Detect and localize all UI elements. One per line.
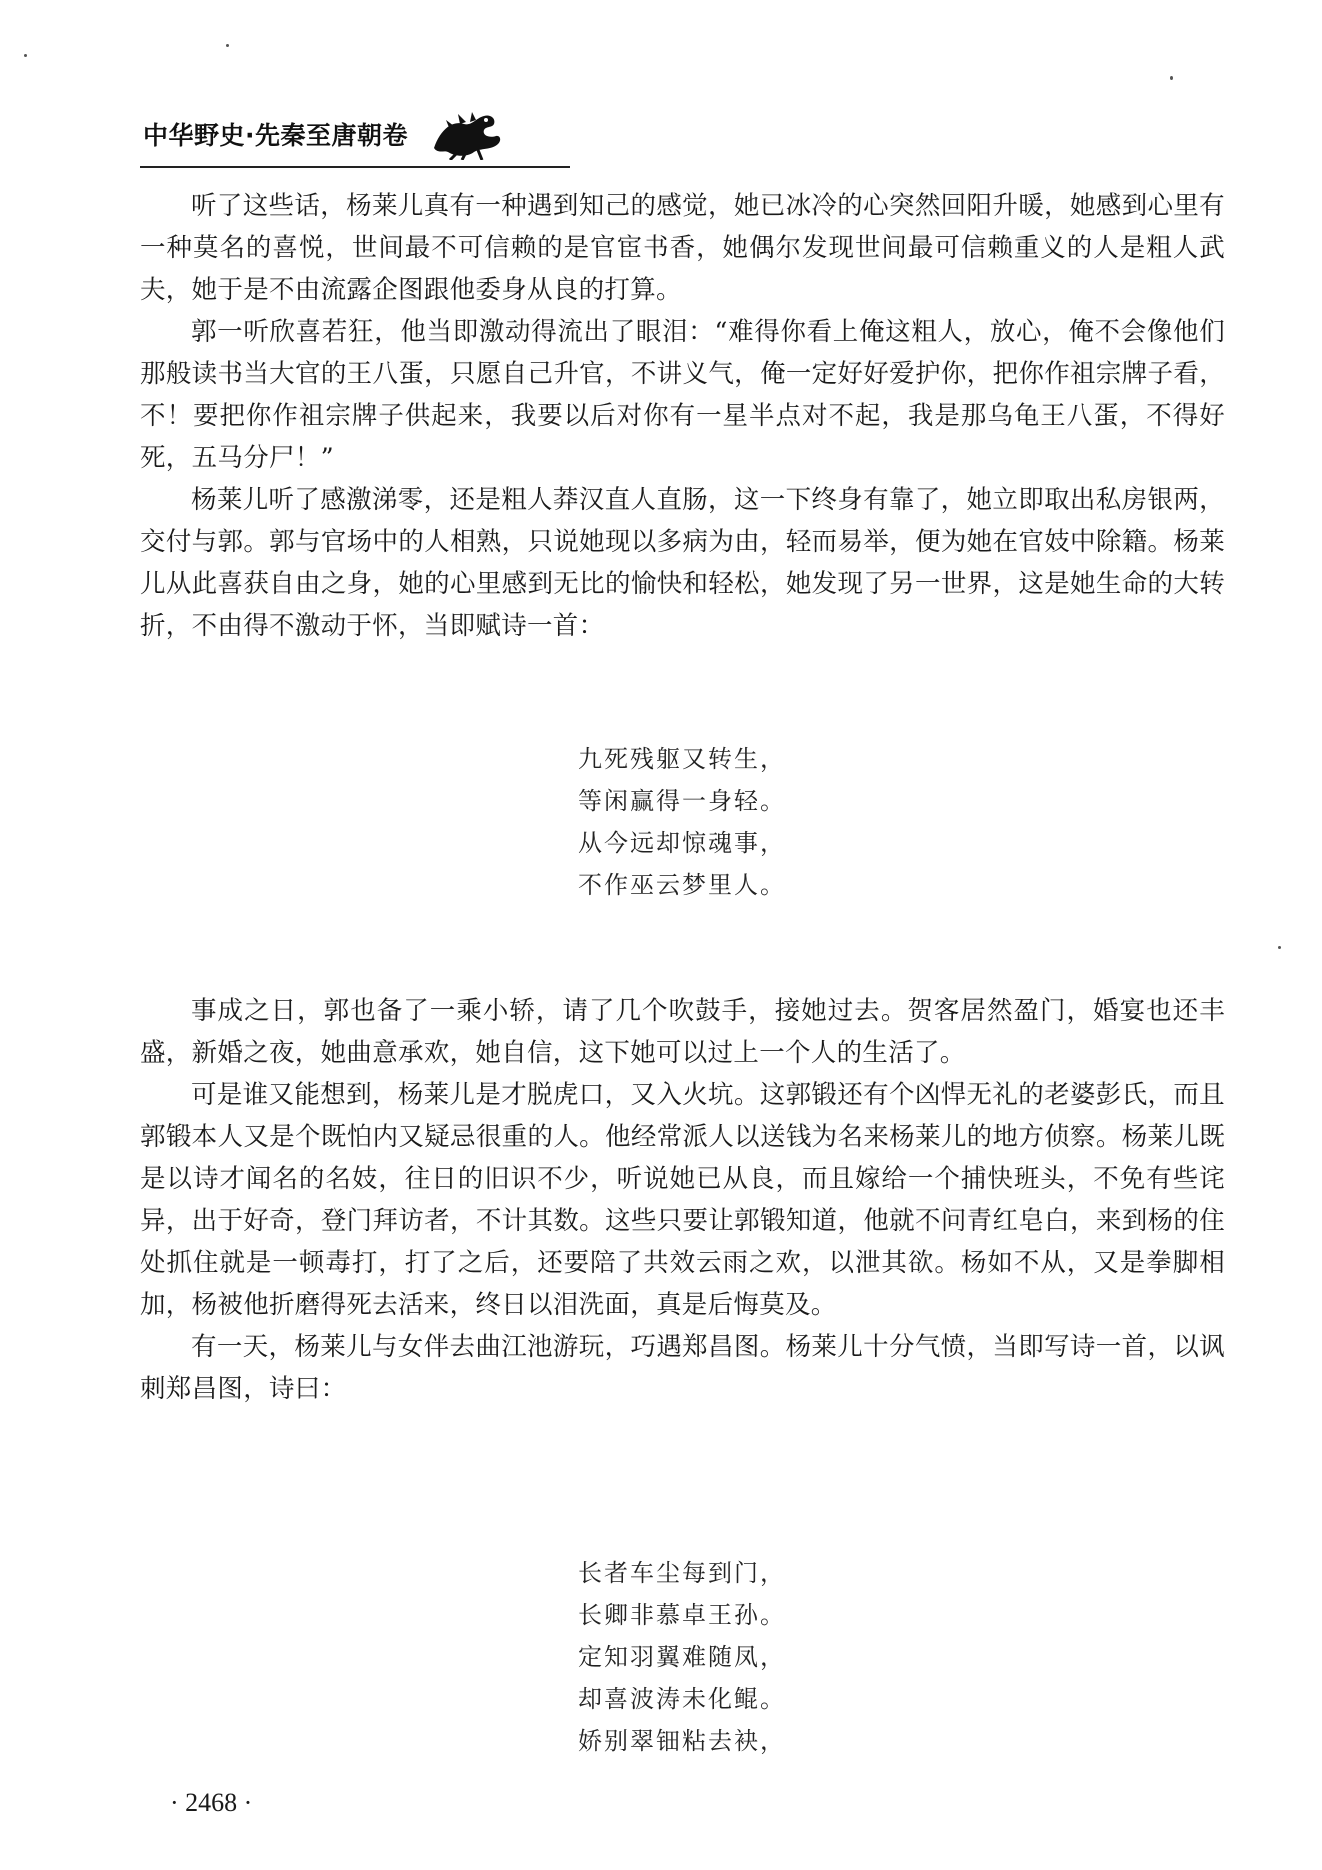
book-title: 中华野史·先秦至唐朝卷 xyxy=(143,121,408,150)
paragraph: 杨莱儿听了感激涕零，还是粗人莽汉直人直肠，这一下终身有靠了，她立即取出私房银两，交付与郭。郭与官场中的人相熟，只说她现以多病为由，轻而易举，便为她在官妓中除籍。杨莱儿从此喜获自由之身，她的心里感到无比的愉快和轻松，她发现了另一世界，这是她生命的大转折，不由得不激动于怀，当即赋诗一首： xyxy=(140,485,1225,641)
poem-2 xyxy=(578,1552,786,1762)
running-header xyxy=(143,108,506,160)
poem-line: 却喜波涛未化鲲。 xyxy=(578,1685,786,1713)
paragraph: 事成之日，郭也备了一乘小轿，请了几个吹鼓手，接她过去。贺客居然盈门，婚宴也还丰盛，新婚之夜，她曲意承欢，她自信，这下她可以过上一个人的生活了。 xyxy=(140,996,1225,1068)
poem-line: 九死残躯又转生， xyxy=(578,745,786,773)
poem-line: 等闲赢得一身轻。 xyxy=(578,787,786,815)
scan-speck xyxy=(1170,76,1173,80)
paragraph: 可是谁又能想到，杨莱儿是才脱虎口，又入火坑。这郭锻还有个凶悍无礼的老婆彭氏，而且郭锻本人又是个既怕内又疑忌很重的人。他经常派人以送钱为名来杨莱儿的地方侦察。杨莱儿既是以诗才闻名的名妓，往日的旧识不少，听说她已从良，而且嫁给一个捕快班头，不免有些诧异，出于好奇，登门拜访者，不计其数。这些只要让郭锻知道，他就不问青红皂白，来到杨的住处抓住就是一顿毒打，打了之后，还要陪了共效云雨之欢，以泄其欲。杨如不从，又是拳脚相加，杨被他折磨得死去活来，终日以泪洗面，真是后悔莫及。 xyxy=(140,1080,1225,1320)
poem-line: 长卿非慕卓王孙。 xyxy=(578,1601,786,1629)
text-block-2 xyxy=(140,990,1225,1410)
poem-line: 定知羽翼难随凤， xyxy=(578,1643,786,1671)
poem-line: 不作巫云梦里人。 xyxy=(578,871,786,899)
header-rule xyxy=(140,166,570,168)
poem-line: 从今远却惊魂事， xyxy=(578,829,786,857)
poem-1 xyxy=(578,738,786,906)
text-block-1 xyxy=(140,185,1225,647)
poem-line: 长者车尘每到门， xyxy=(578,1559,786,1587)
paragraph: 听了这些话，杨莱儿真有一种遇到知己的感觉，她已冰冷的心突然回阳升暖，她感到心里有一种莫名的喜悦，世间最不可信赖的是官宦书香，她偶尔发现世间最可信赖重义的人是粗人武夫，她于是不由流露企图跟他委身从良的打算。 xyxy=(140,191,1225,305)
dragon-icon xyxy=(426,108,506,160)
scan-speck xyxy=(24,54,27,57)
paragraph: 有一天，杨莱儿与女伴去曲江池游玩，巧遇郑昌图。杨莱儿十分气愤，当即写诗一首，以讽刺郑昌图，诗曰： xyxy=(140,1332,1225,1404)
paragraph: 郭一听欣喜若狂，他当即激动得流出了眼泪：“难得你看上俺这粗人，放心，俺不会像他们那般读书当大官的王八蛋，只愿自己升官，不讲义气，俺一定好好爱护你，把你作祖宗牌子看，不！要把你作祖宗牌子供起来，我要以后对你有一星半点对不起，我是那乌龟王八蛋，不得好死，五马分尸！” xyxy=(140,317,1225,473)
scan-speck xyxy=(226,44,229,47)
poem-line: 娇别翠钿粘去袂， xyxy=(578,1727,786,1755)
page-number: · 2468 · xyxy=(170,1788,253,1817)
scan-speck xyxy=(1278,946,1281,949)
